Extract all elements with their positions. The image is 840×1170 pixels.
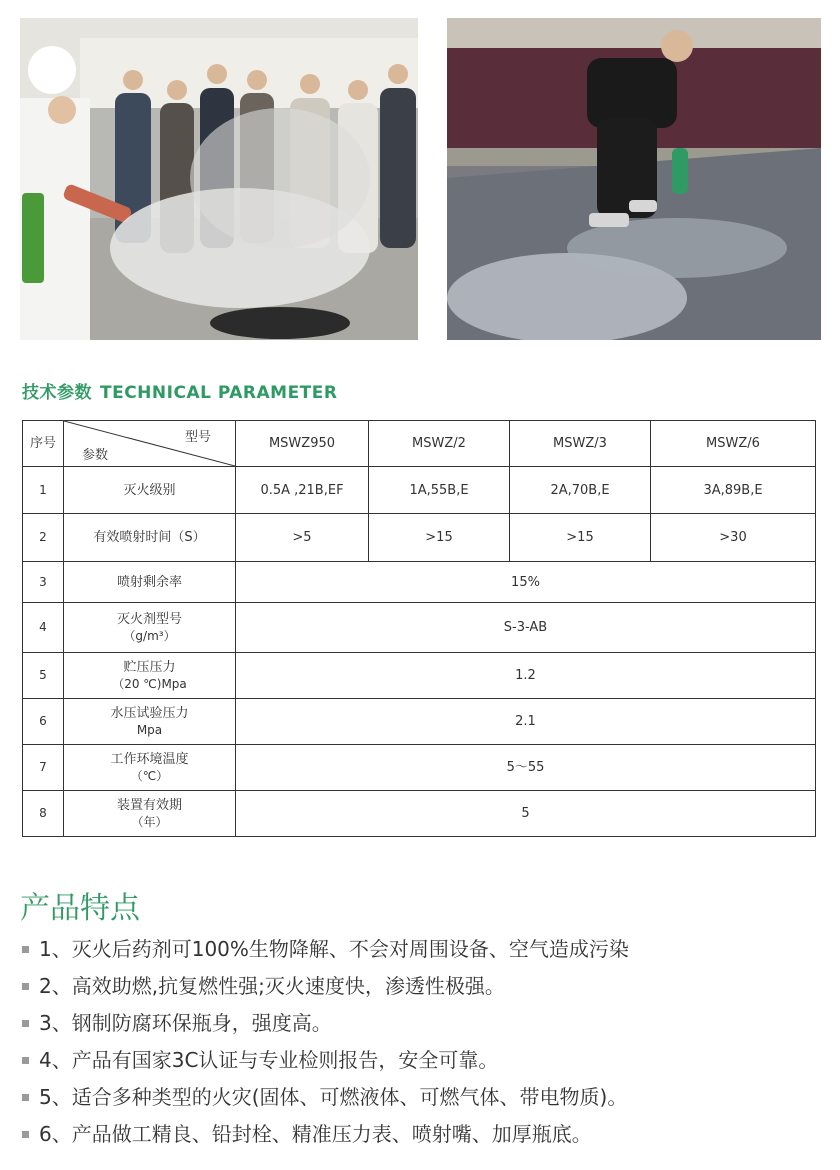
demo-photo-wok-fire <box>20 18 418 340</box>
square-bullet-icon <box>22 1131 29 1138</box>
demo-photo-ground-fire <box>447 18 821 340</box>
feature-text: 6、产品做工精良、铅封栓、精准压力表、喷射嘴、加厚瓶底。 <box>39 1122 592 1146</box>
square-bullet-icon <box>22 1094 29 1101</box>
row-value: >15 <box>510 514 651 562</box>
row-param <box>64 745 236 791</box>
row-value: >15 <box>369 514 510 562</box>
row-value-merged: S-3-AB <box>236 603 816 653</box>
feature-text: 5、适合多种类型的火灾(固体、可燃液体、可燃气体、带电物质)。 <box>39 1085 628 1109</box>
row-param <box>64 653 236 699</box>
list-item <box>22 1010 822 1047</box>
tech-param-heading-en: TECHNICAL PARAMETER <box>100 383 338 403</box>
row-param <box>64 603 236 653</box>
features-list <box>22 936 822 1158</box>
row-index: 6 <box>23 699 64 745</box>
demo-photo-wok-fire-image <box>20 18 418 340</box>
table-row <box>23 562 816 603</box>
table-row <box>23 467 816 514</box>
tech-param-heading <box>22 378 337 403</box>
feature-text: 4、产品有国家3C认证与专业检则报告，安全可靠。 <box>39 1048 499 1072</box>
header-model-3: MSWZ/3 <box>510 421 651 467</box>
row-index: 2 <box>23 514 64 562</box>
table-row <box>23 699 816 745</box>
row-param-main: 装置有效期 <box>116 797 182 813</box>
header-model-label: 型号 <box>184 430 211 445</box>
row-param: 有效喷射时间（S） <box>64 514 236 562</box>
header-model-2: MSWZ/2 <box>369 421 510 467</box>
row-index: 7 <box>23 745 64 791</box>
list-item <box>22 973 822 1010</box>
header-diagonal-cell <box>64 421 236 467</box>
row-param-unit: （g/m³） <box>123 628 176 643</box>
table-row <box>23 791 816 837</box>
row-param-unit: Mpa <box>136 722 163 737</box>
row-value-merged: 1.2 <box>236 653 816 699</box>
row-param-unit: （年） <box>131 814 168 829</box>
row-value-merged: 15% <box>236 562 816 603</box>
tech-param-table <box>22 420 816 837</box>
list-item <box>22 936 822 973</box>
demo-photo-ground-fire-image <box>447 18 821 340</box>
list-item <box>22 1121 822 1158</box>
row-param-unit: （℃） <box>130 768 169 783</box>
square-bullet-icon <box>22 1020 29 1027</box>
table-row <box>23 745 816 791</box>
row-value: >5 <box>236 514 369 562</box>
row-param <box>64 791 236 837</box>
row-param-main: 灭火剂型号 <box>116 611 182 627</box>
table-row <box>23 603 816 653</box>
row-index: 3 <box>23 562 64 603</box>
feature-text: 3、钢制防腐环保瓶身，强度高。 <box>39 1011 332 1035</box>
row-index: 1 <box>23 467 64 514</box>
features-title: 产品特点 <box>20 891 140 926</box>
table-row <box>23 514 816 562</box>
row-value: >30 <box>651 514 816 562</box>
row-param <box>64 699 236 745</box>
row-index: 5 <box>23 653 64 699</box>
table-header-row <box>23 421 816 467</box>
row-index: 8 <box>23 791 64 837</box>
row-param: 灭火级别 <box>64 467 236 514</box>
list-item <box>22 1084 822 1121</box>
row-param: 喷射剩余率 <box>64 562 236 603</box>
header-index-cell: 序号 <box>23 421 64 467</box>
row-value: 2A,70B,E <box>510 467 651 514</box>
tech-param-heading-cn: 技术参数 <box>22 383 92 403</box>
square-bullet-icon <box>22 983 29 990</box>
row-value-merged: 2.1 <box>236 699 816 745</box>
row-value: 3A,89B,E <box>651 467 816 514</box>
row-param-main: 工作环境温度 <box>110 751 189 767</box>
header-model-4: MSWZ/6 <box>651 421 816 467</box>
row-value: 1A,55B,E <box>369 467 510 514</box>
feature-text: 1、灭火后药剂可100%生物降解、不会对周围设备、空气造成污染 <box>39 937 629 961</box>
header-model-1: MSWZ950 <box>236 421 369 467</box>
row-value: 0.5A ,21B,EF <box>236 467 369 514</box>
square-bullet-icon <box>22 1057 29 1064</box>
row-index: 4 <box>23 603 64 653</box>
row-param-unit: （20 ℃)Mpa <box>112 676 187 691</box>
row-value-merged: 5 <box>236 791 816 837</box>
square-bullet-icon <box>22 946 29 953</box>
list-item <box>22 1047 822 1084</box>
header-param-label: 参数 <box>82 448 109 463</box>
row-value-merged: 5～55 <box>236 745 816 791</box>
feature-text: 2、高效助燃,抗复燃性强;灭火速度快，渗透性极强。 <box>39 974 505 998</box>
table-row <box>23 653 816 699</box>
row-param-main: 贮压压力 <box>123 659 176 675</box>
row-param-main: 水压试验压力 <box>110 705 189 721</box>
